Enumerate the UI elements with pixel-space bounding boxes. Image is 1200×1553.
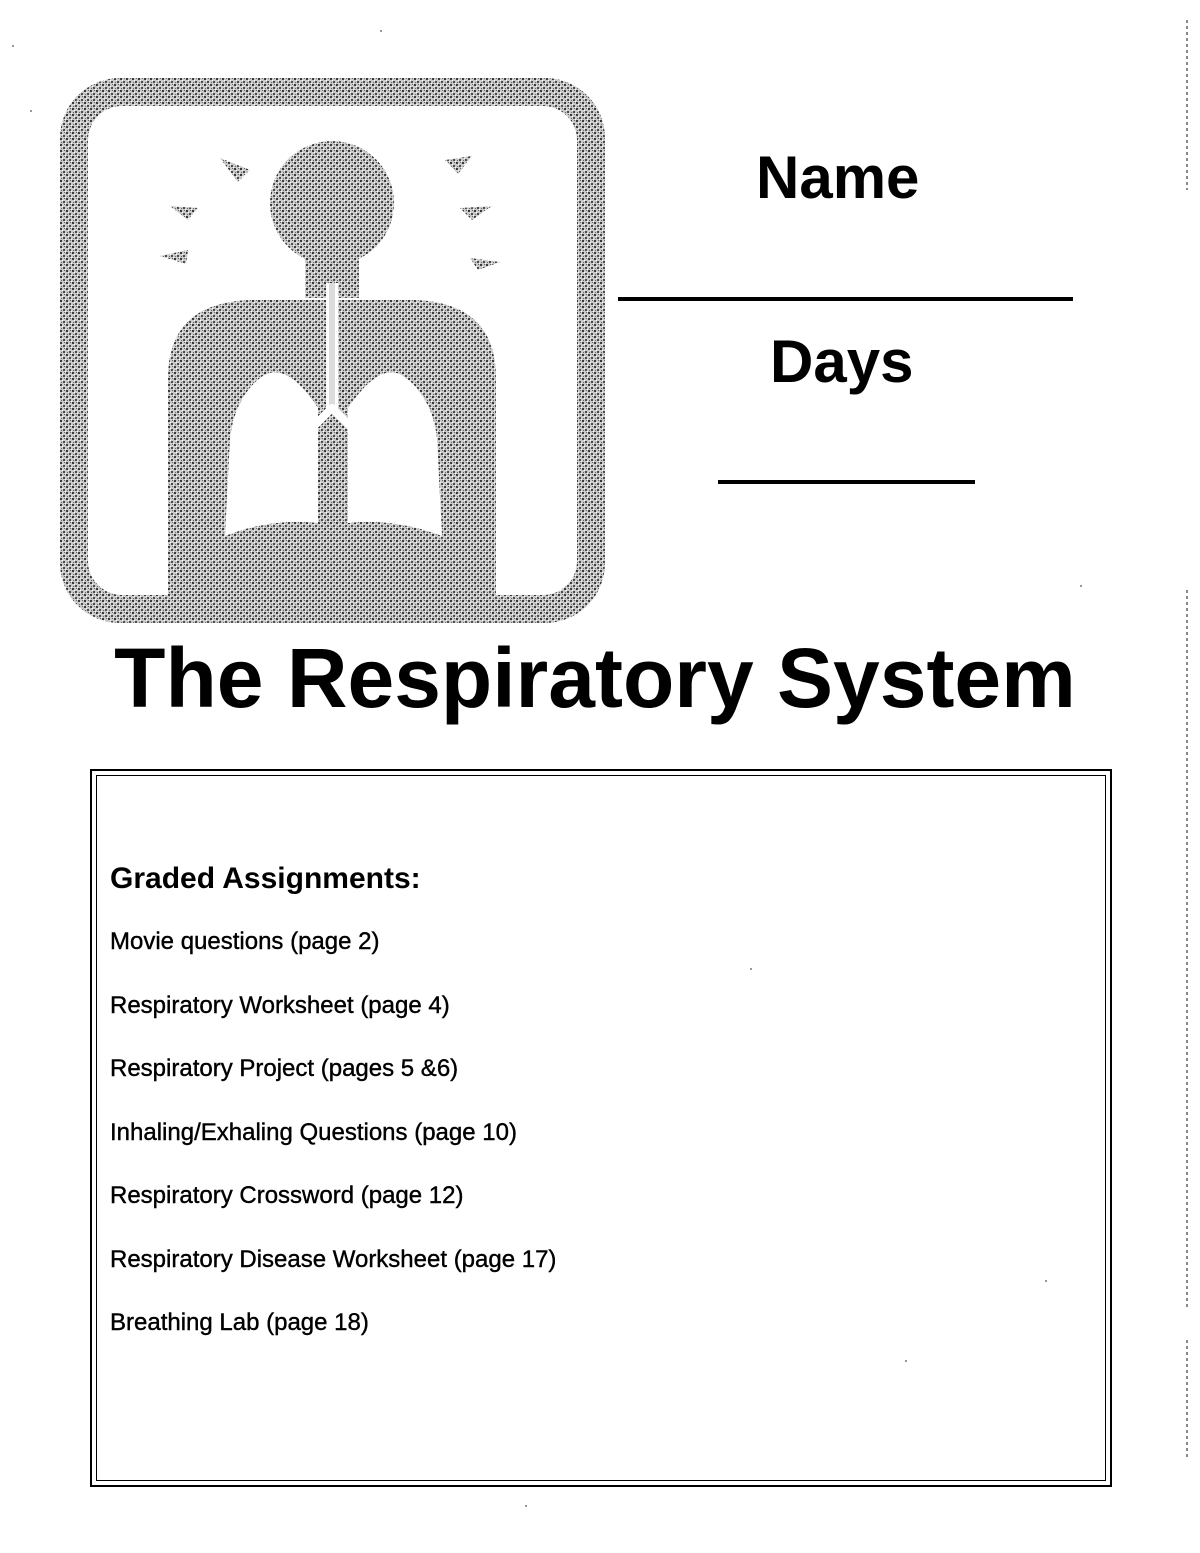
name-write-in-line[interactable] bbox=[618, 297, 1073, 301]
assignment-item: Breathing Lab (page 18) bbox=[110, 1309, 369, 1336]
scan-speck bbox=[12, 45, 14, 47]
assignment-item: Respiratory Worksheet (page 4) bbox=[110, 991, 450, 1019]
days-write-in-line[interactable] bbox=[718, 480, 975, 484]
assignment-item: Movie questions (page 2) bbox=[110, 928, 380, 955]
assignment-item: Respiratory Project (pages 5 &6) bbox=[110, 1055, 459, 1082]
scan-speck bbox=[1080, 585, 1082, 587]
scan-edge-artifact bbox=[1186, 1340, 1188, 1460]
assignment-item: Inhaling/Exhaling Questions (page 10) bbox=[110, 1118, 517, 1146]
respiratory-system-icon bbox=[60, 78, 605, 623]
days-label: Days bbox=[770, 328, 914, 395]
assignment-item: Respiratory Disease Worksheet (page 17) bbox=[110, 1245, 557, 1273]
scan-speck bbox=[30, 110, 32, 112]
graded-assignments-heading: Graded Assignments: bbox=[110, 862, 421, 895]
name-label: Name bbox=[756, 144, 920, 211]
scan-edge-artifact bbox=[1186, 20, 1188, 190]
scan-speck bbox=[380, 30, 382, 32]
document-title: The Respiratory System bbox=[114, 631, 1076, 725]
assignment-item: Respiratory Crossword (page 12) bbox=[110, 1182, 464, 1209]
assignment-list bbox=[110, 930, 556, 1375]
scan-speck bbox=[525, 1505, 527, 1507]
